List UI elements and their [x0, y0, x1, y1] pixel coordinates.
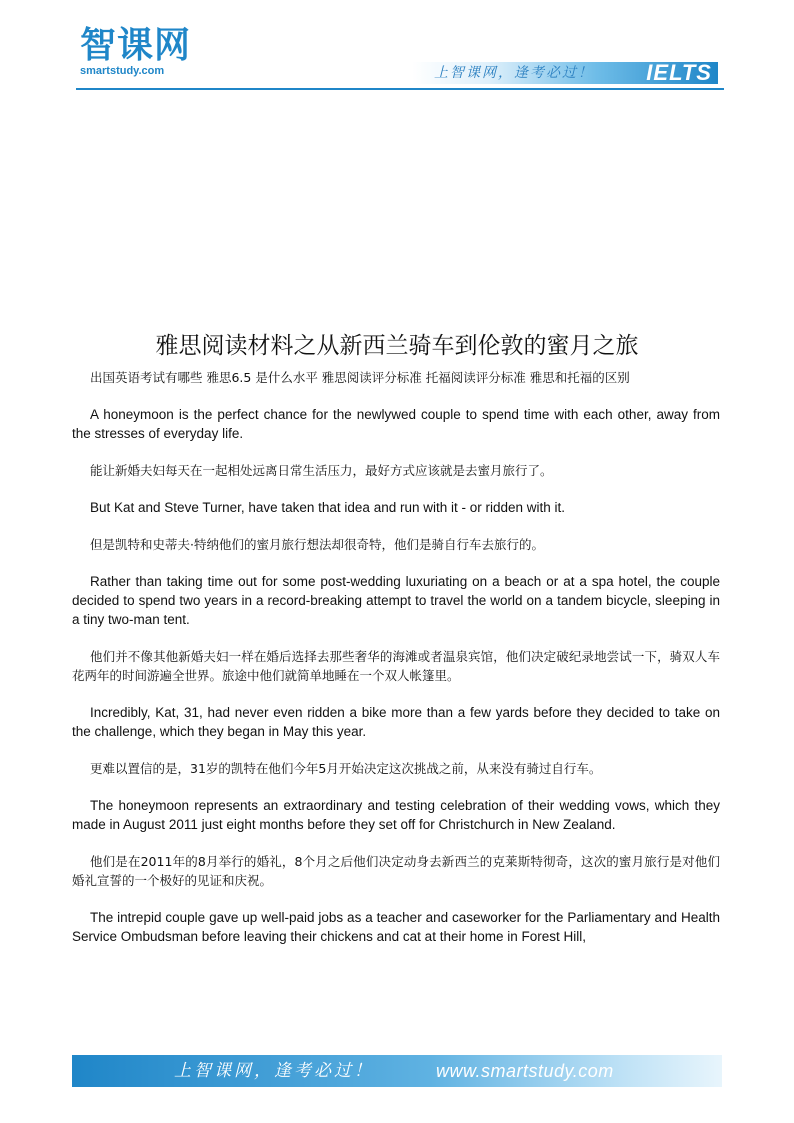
paragraph-zh: 他们是在2011年的8月举行的婚礼，8个月之后他们决定动身去新西兰的克莱斯特彻奇，这次的蜜月旅行是对他们婚礼宣誓的一个极好的见证和庆祝。: [72, 854, 720, 888]
paragraph-en: A honeymoon is the perfect chance for the newlywed couple to spend time with each other, away from the stresses of everyday life.: [72, 407, 720, 441]
paragraph-related-links: 出国英语考试有哪些 雅思6.5 是什么水平 雅思阅读评分标准 托福阅读评分标准 雅思和托福的区别: [90, 370, 630, 385]
paragraph-zh: 能让新婚夫妇每天在一起相处远离日常生活压力，最好方式应该就是去蜜月旅行了。: [90, 463, 553, 478]
header-slogan: 上智课网，逢考必过！: [434, 65, 594, 81]
ielts-label: IELTS: [646, 62, 712, 84]
paragraph-zh: 但是凯特和史蒂夫·特纳他们的蜜月旅行想法却很奇特，他们是骑自行车去旅行的。: [90, 537, 544, 552]
paragraph-en: Incredibly, Kat, 31, had never even ridden a bike more than a few yards before they decided to take on the challenge, which they began in May this year.: [72, 705, 720, 739]
smartstudy-logo: [80, 26, 202, 77]
paragraph-en: Rather than taking time out for some post-wedding luxuriating on a beach or at a spa hotel, the couple decided to spend two years in a record-breaking attempt to travel the world on a tandem bicycle, sleeping in a tiny two-man tent.: [72, 574, 720, 627]
logo-wordmark: 智课网: [80, 25, 192, 66]
paragraph-en: But Kat and Steve Turner, have taken that idea and run with it - or ridden with it.: [90, 500, 566, 515]
paragraph-en: The honeymoon represents an extraordinary and testing celebration of their wedding vows, which they made in August 2011 just eight months before they set off for Christchurch in New Zealand.: [72, 798, 720, 832]
header-divider: [76, 88, 724, 90]
paragraph-en: The intrepid couple gave up well-paid jobs as a teacher and caseworker for the Parliamentary and Health Service Ombudsman before leaving their chickens and cat at their home in Forest Hill,: [72, 910, 720, 944]
paragraph-zh: 他们并不像其他新婚夫妇一样在婚后选择去那些奢华的海滩或者温泉宾馆，他们决定破纪录地尝试一下，骑双人车花两年的时间游遍全世界。旅途中他们就简单地睡在一个双人帐篷里。: [72, 649, 720, 683]
paragraph-zh: 更难以置信的是，31岁的凯特在他们今年5月开始决定这次挑战之前，从来没有骑过自行车。: [90, 761, 602, 776]
header-banner: [412, 62, 718, 84]
article-body: [72, 368, 720, 946]
footer-url[interactable]: www.smartstudy.com: [436, 1061, 614, 1081]
document-title: 雅思阅读材料之从新西兰骑车到伦敦的蜜月之旅: [155, 333, 639, 359]
logo-domain: smartstudy.com: [80, 65, 165, 77]
footer-slogan: 上智课网，逢考必过！: [174, 1061, 374, 1081]
footer-banner: [72, 1055, 722, 1087]
